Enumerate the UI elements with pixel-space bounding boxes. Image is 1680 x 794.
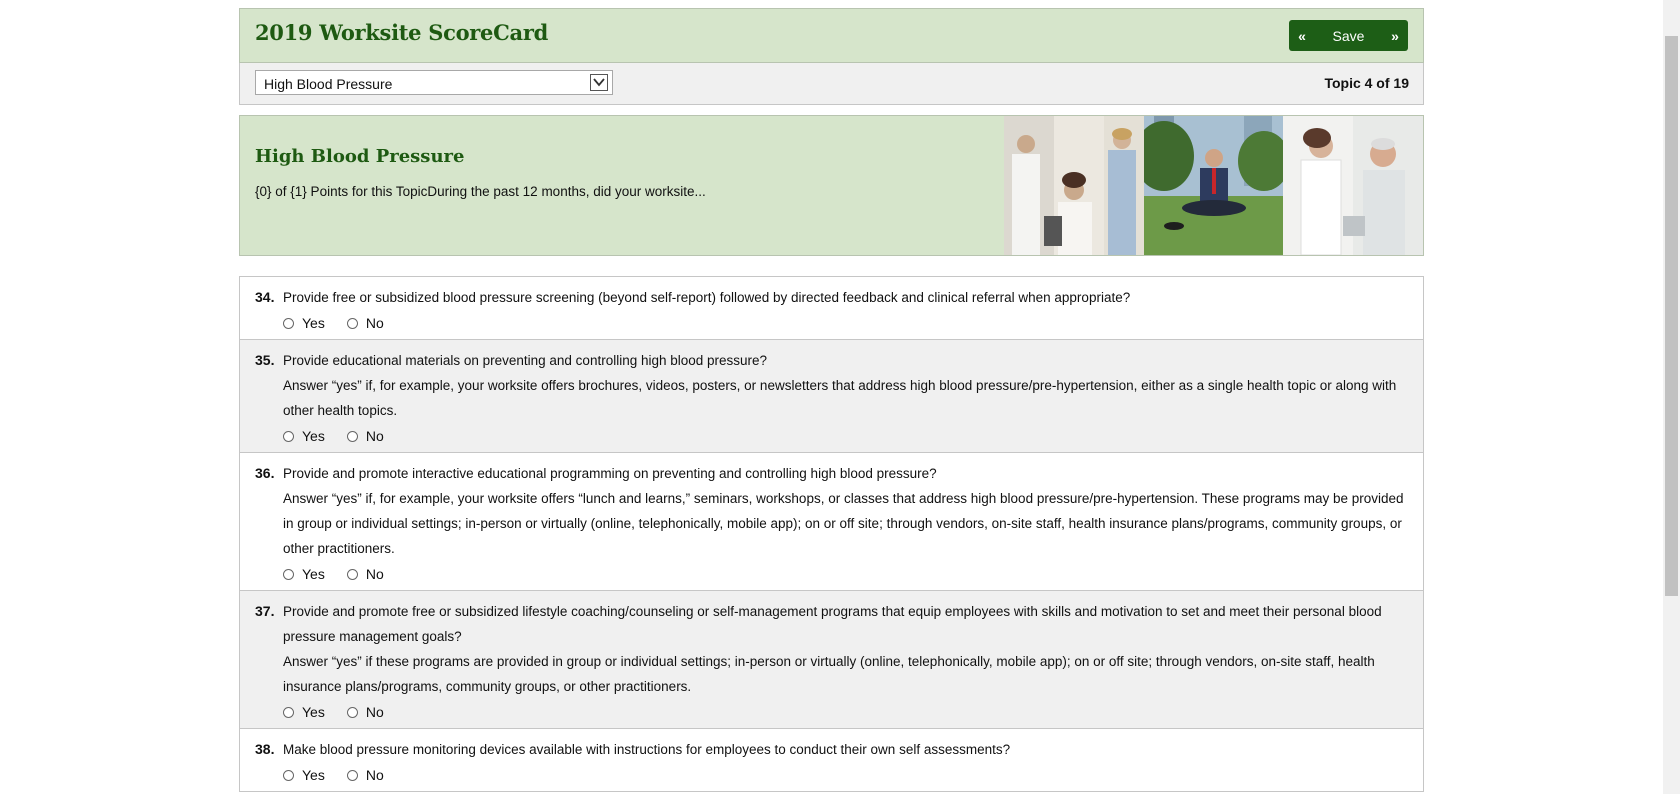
question-help-text: Answer “yes” if these programs are provided in group or individual settings; in-person or virtually (online, telephonically, mobile app); on or off site; through vendors, on-site staff, health insurance plans/programs, community groups, or other practitioners. (283, 654, 1375, 694)
answer-no-radio[interactable] (347, 315, 384, 331)
question-text: Provide educational materials on preventing and controlling high blood pressure? (283, 353, 768, 368)
topic-description: {0} of {1} Points for this TopicDuring the past 12 months, did your worksite... (255, 184, 706, 199)
radio-icon[interactable] (283, 569, 294, 580)
question-item-36 (240, 453, 1423, 591)
answer-no-label: No (365, 566, 384, 582)
answer-no-radio[interactable] (347, 767, 384, 783)
question-number: 38. (255, 741, 275, 757)
answer-no-radio[interactable] (347, 428, 384, 444)
answer-yes-label: Yes (302, 315, 325, 331)
question-item-34 (240, 277, 1423, 340)
radio-icon[interactable] (347, 707, 358, 718)
page-scrollbar[interactable] (1663, 0, 1680, 794)
radio-icon[interactable] (347, 569, 358, 580)
question-number: 35. (255, 352, 275, 368)
radio-icon[interactable] (347, 318, 358, 329)
radio-icon[interactable] (283, 707, 294, 718)
scorecard-container (239, 8, 1424, 792)
topic-select-value: High Blood Pressure (264, 76, 393, 92)
question-item-38 (240, 729, 1423, 791)
answer-yes-radio[interactable] (283, 767, 325, 783)
answer-yes-radio[interactable] (283, 566, 325, 582)
question-text: Make blood pressure monitoring devices available with instructions for employees to conduct their own self assessments? (283, 742, 1011, 757)
answer-no-radio[interactable] (347, 566, 384, 582)
answer-yes-label: Yes (302, 428, 325, 444)
topic-select[interactable] (255, 70, 613, 95)
radio-icon[interactable] (347, 431, 358, 442)
answer-yes-label: Yes (302, 767, 325, 783)
answer-no-label: No (365, 428, 384, 444)
scorecard-header (239, 8, 1424, 63)
topic-banner-photos (1004, 116, 1423, 255)
page-title: 2019 Worksite ScoreCard (255, 20, 548, 45)
question-item-37 (240, 591, 1423, 729)
question-number: 37. (255, 603, 275, 619)
answer-no-label: No (365, 315, 384, 331)
answer-yes-radio[interactable] (283, 428, 325, 444)
answer-options (283, 702, 1408, 722)
question-list (239, 276, 1424, 792)
answer-yes-label: Yes (302, 704, 325, 720)
photo-doctor-patient-image (1283, 116, 1423, 255)
answer-options (283, 765, 1408, 785)
answer-options (283, 426, 1408, 446)
question-help-text: Answer “yes” if, for example, your worksite offers “lunch and learns,” seminars, workshops, or classes that address high blood pressure/pre-hypertension. These programs may be provided in group or individual settings; in-person or virtually (online, telephonically, mobile app); on or off site; through vendors, on-site staff, health insurance plans/programs, community groups, or other practitioners. (283, 491, 1404, 556)
topic-panel (239, 115, 1424, 256)
chevron-down-icon[interactable] (590, 74, 608, 91)
question-number: 34. (255, 289, 275, 305)
answer-yes-radio[interactable] (283, 315, 325, 331)
save-button[interactable]: Save (1332, 27, 1365, 44)
answer-yes-label: Yes (302, 566, 325, 582)
question-item-35 (240, 340, 1423, 453)
answer-yes-radio[interactable] (283, 704, 325, 720)
answer-no-radio[interactable] (347, 704, 384, 720)
question-help-text: Answer “yes” if, for example, your worksite offers brochures, videos, posters, or newsletters that address high blood pressure/pre-hypertension, either as a single health topic or along with other health topics. (283, 378, 1397, 418)
question-number: 36. (255, 465, 275, 481)
question-text: Provide and promote free or subsidized lifestyle coaching/counseling or self-management programs that equip employees with skills and motivation to set and meet their personal blood pressure management goals? (283, 604, 1382, 644)
topic-toolbar (239, 63, 1424, 105)
photo-nurses-image (1004, 116, 1144, 255)
answer-options (283, 564, 1408, 584)
radio-icon[interactable] (347, 770, 358, 781)
double-chevron-right-icon[interactable]: » (1391, 27, 1399, 44)
photo-meditation-image (1144, 116, 1284, 255)
save-nav-group (1289, 20, 1408, 51)
topic-count: Topic 4 of 19 (1324, 75, 1409, 91)
scrollbar-thumb[interactable] (1665, 36, 1678, 596)
topic-title: High Blood Pressure (255, 146, 465, 167)
question-text: Provide and promote interactive educational programming on preventing and controlling high blood pressure? (283, 466, 937, 481)
answer-no-label: No (365, 704, 384, 720)
radio-icon[interactable] (283, 318, 294, 329)
double-chevron-left-icon[interactable]: « (1298, 27, 1306, 44)
radio-icon[interactable] (283, 770, 294, 781)
question-text: Provide free or subsidized blood pressure screening (beyond self-report) followed by directed feedback and clinical referral when appropriate? (283, 290, 1131, 305)
answer-no-label: No (365, 767, 384, 783)
answer-options (283, 313, 1408, 333)
radio-icon[interactable] (283, 431, 294, 442)
